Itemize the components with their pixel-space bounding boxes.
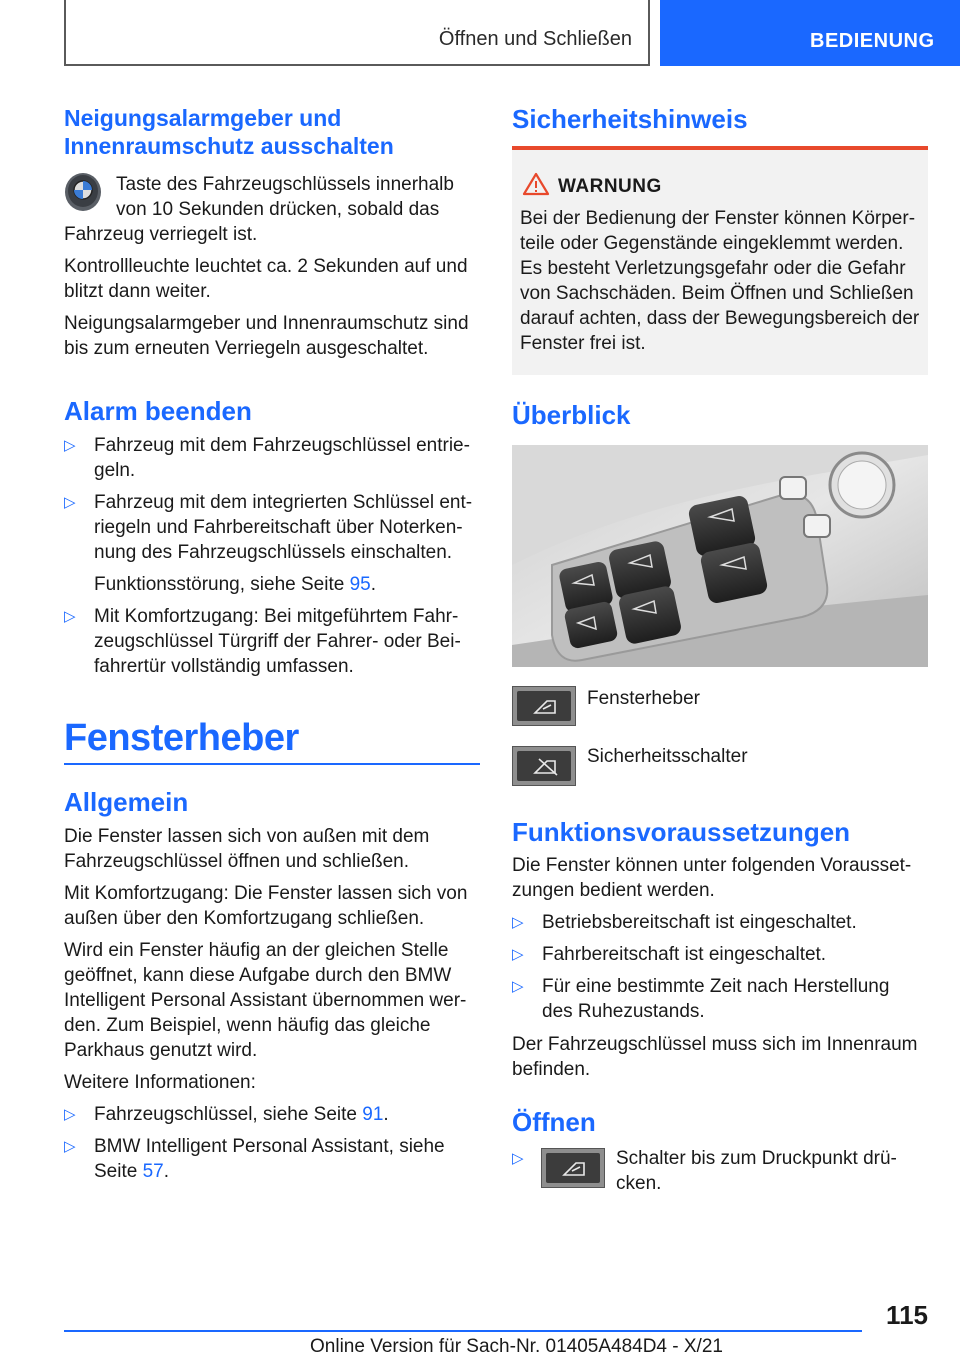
fensterheber-heading: Fensterheber bbox=[64, 717, 299, 759]
sicherheitshinweis-heading: Sicherheitshinweis bbox=[512, 104, 748, 134]
bmw-key-button-icon bbox=[64, 172, 102, 212]
page-link-57[interactable]: 57 bbox=[142, 1161, 164, 1182]
allgemein-p3-line2: geöffnet, kann diese Aufgabe durch den BMW bbox=[64, 965, 452, 986]
alarm-heading: Alarm beenden bbox=[64, 396, 252, 426]
neigung-p1-line1: Taste des Fahrzeugschlüssels innerhalb bbox=[116, 174, 454, 195]
footer-rule bbox=[64, 1330, 862, 1332]
alarm-bullet-2-line2: riegeln und Fahrbereitschaft über Noterken- bbox=[94, 517, 463, 538]
header-section-title: Öffnen und Schließen bbox=[438, 28, 632, 50]
neigung-p1-line3: Fahrzeug verriegelt ist. bbox=[64, 224, 258, 245]
oeffnen-switch-icon bbox=[541, 1148, 605, 1188]
funk-p2-line1: Der Fahrzeugschlüssel muss sich im Innenraum bbox=[512, 1034, 918, 1055]
neigung-p2-line1: Kontrollleuchte leuchtet ca. 2 Sekunden auf und bbox=[64, 256, 468, 277]
header-section-box bbox=[64, 0, 650, 66]
fensterheber-rule bbox=[64, 763, 480, 765]
allgemein-p2-line1: Mit Komfortzugang: Die Fenster lassen sich von bbox=[64, 883, 468, 904]
legend-sicherheitsschalter: Sicherheitsschalter bbox=[587, 746, 748, 767]
funktionsvoraussetzungen-heading: Funktionsvoraussetzungen bbox=[512, 817, 851, 847]
bullet-icon: ▷ bbox=[512, 914, 524, 931]
oeffnen-heading: Öffnen bbox=[512, 1107, 596, 1137]
bullet-icon: ▷ bbox=[64, 494, 76, 511]
bullet-icon: ▷ bbox=[512, 978, 524, 995]
warning-box bbox=[512, 146, 928, 375]
page-link-91[interactable]: 91 bbox=[362, 1104, 384, 1125]
alarm-bullet-2-line3: nung des Fahrzeugschlüssels einschalten. bbox=[94, 542, 453, 563]
bullet-icon: ▷ bbox=[512, 946, 524, 963]
header-chapter-tab bbox=[660, 0, 960, 66]
allgemein-p3-line5: Parkhaus genutzt wird. bbox=[64, 1040, 258, 1061]
alarm-bullet-3-line2: zeugschlüssel Türgriff der Fahrer- oder Bei- bbox=[94, 631, 461, 652]
allgemein-p3-line3: Intelligent Personal Assistant übernommen wer- bbox=[64, 990, 467, 1011]
funk-p2-line2: befinden. bbox=[512, 1059, 591, 1080]
page-number: 115 bbox=[886, 1300, 928, 1330]
alarm-bullet-3-line3: fahrertür vollständig umfassen. bbox=[94, 656, 354, 677]
oeffnen-bullet-1-line1: Schalter bis zum Druckpunkt drü- bbox=[616, 1148, 897, 1169]
neigung-p3-line2: bis zum erneuten Verriegeln ausgeschaltet. bbox=[64, 338, 429, 359]
fensterheber-switch-icon bbox=[512, 686, 576, 726]
allgemein-p2-line2: außen über den Komfortzugang schließen. bbox=[64, 908, 425, 929]
bullet-icon: ▷ bbox=[64, 1106, 76, 1123]
footer-online-version: Online Version für Sach-Nr. 01405A484D4 - X/21 bbox=[310, 1336, 723, 1357]
alarm-bullet-2-ref: Funktionsstörung, siehe Seite 95. bbox=[94, 574, 377, 595]
neigung-p3-line1: Neigungsalarmgeber und Innenraumschutz sind bbox=[64, 313, 469, 334]
window-controls-photo bbox=[512, 445, 928, 667]
neigung-heading-line1: Neigungsalarmgeber und bbox=[64, 105, 342, 131]
legend-fensterheber: Fensterheber bbox=[587, 688, 701, 709]
allgemein-heading: Allgemein bbox=[64, 787, 189, 817]
allgemein-p3-line1: Wird ein Fenster häufig an der gleichen Stelle bbox=[64, 940, 449, 961]
allgemein-p1-line1: Die Fenster lassen sich von außen mit dem bbox=[64, 826, 430, 847]
funk-p1-line2: zungen bedient werden. bbox=[512, 880, 715, 901]
warning-triangle-icon bbox=[522, 172, 550, 201]
allgemein-p3-line4: den. Zum Beispiel, wenn häufig das gleiche bbox=[64, 1015, 431, 1036]
allgemein-p1-line2: Fahrzeugschlüssel öffnen und schließen. bbox=[64, 851, 410, 872]
sicherheitsschalter-switch-icon bbox=[512, 746, 576, 786]
warning-text: Bei der Bedienung der Fenster können Körper- teile oder Gegenstände eingeklemmt werden. Es besteht Verletzungsgefahr oder die Gefahr von Sachschäden. Beim Öffnen und Schließen darauf achten, dass der Bewegungsbereich der Fenster frei ist. bbox=[520, 208, 920, 354]
oeffnen-bullet-1-line2: cken. bbox=[616, 1173, 662, 1194]
bullet-icon: ▷ bbox=[64, 608, 76, 625]
bullet-icon: ▷ bbox=[64, 437, 76, 454]
bullet-icon: ▷ bbox=[64, 1138, 76, 1155]
funk-p1-line1: Die Fenster können unter folgenden Vorausset- bbox=[512, 855, 912, 876]
neigung-heading-line2: Innenraumschutz ausschalten bbox=[64, 133, 394, 159]
page-link-95[interactable]: 95 bbox=[349, 574, 371, 595]
bullet-icon: ▷ bbox=[512, 1150, 524, 1167]
allgemein-bullet-2-line2: Seite 57. bbox=[94, 1161, 170, 1182]
header-chapter-label: BEDIENUNG bbox=[810, 30, 935, 52]
ueberblick-heading: Überblick bbox=[512, 400, 631, 430]
neigung-p1-line2: von 10 Sekunden drücken, sobald das bbox=[116, 199, 440, 220]
warning-title: WARNUNG bbox=[558, 176, 662, 197]
alarm-bullet-1-line2: geln. bbox=[94, 460, 136, 481]
allgemein-p4: Weitere Informationen: bbox=[64, 1072, 256, 1093]
funk-bullet-3-line2: des Ruhezustands. bbox=[542, 1001, 705, 1022]
neigung-p2-line2: blitzt dann weiter. bbox=[64, 281, 211, 302]
